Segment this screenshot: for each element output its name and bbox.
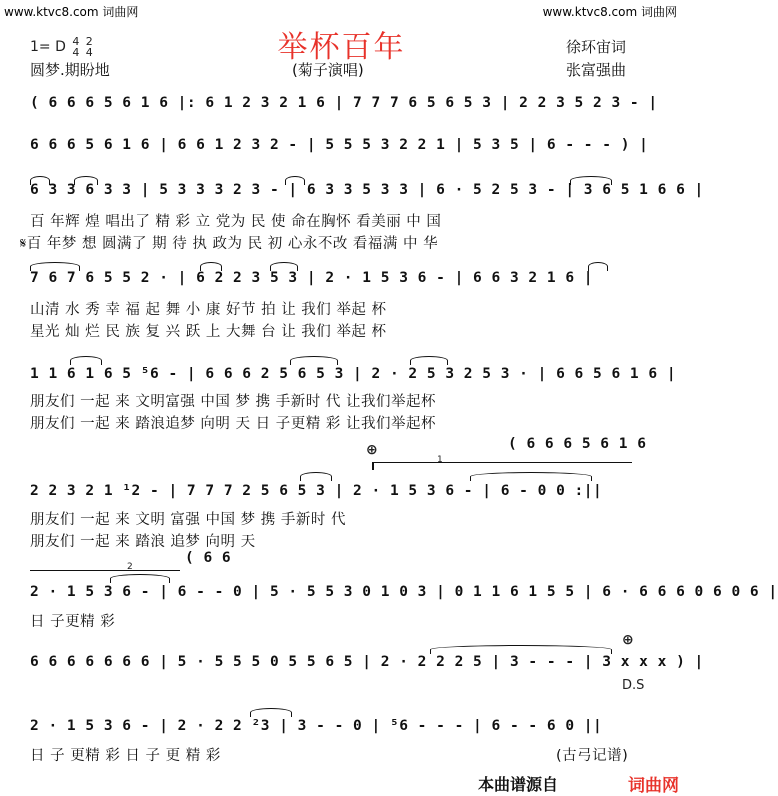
score-row-3: 6 3 3 6 3 3 | 5 3 3 3 2 3 - | 6 3 3 5 3 3 | 6 · 5 2 5 3 - | 3 6 5 1 6 6 |	[30, 182, 704, 198]
footer-logo: 词曲网	[628, 776, 679, 796]
volta-number-2: 2	[127, 562, 133, 572]
key-signature	[30, 36, 93, 58]
volta-bracket-1-end	[372, 462, 374, 470]
coda-icon-2: ⊕	[622, 632, 634, 648]
tie	[110, 574, 170, 583]
watermark-right: www.ktvc8.com 词曲网	[542, 5, 677, 19]
slur	[70, 356, 102, 365]
lyric-row-6-verse-2: 朋友们 一起 来 踏浪 追梦 向明 天	[30, 534, 256, 550]
lyricist: 徐环宙词	[566, 38, 627, 56]
pickup-row-6: ( 6 6 6 5 6 1 6	[508, 436, 647, 452]
volta-number-1: 1	[437, 455, 443, 465]
score-row-6: 2 2 3 2 1 ¹2 - | 7 7 7 2 5 6 5 3 | 2 · 1 5 3 6 - | 6 - 0 0 :||	[30, 483, 603, 499]
score-row-7: 2 · 1 5 3 6 - | 6 - - 0 | 5 · 5 5 3 0 1 0 3 | 0 1 1 6 1 5 5 | 6 · 6 6 6 0 6 0 6 |	[30, 584, 778, 600]
key-label: 1= D	[30, 39, 66, 55]
score-row-1: ( 6 6 6 5 6 1 6 |: 6 1 2 3 2 1 6 | 7 7 7 6 5 6 5 3 | 2 2 3 5 2 3 - |	[30, 95, 658, 111]
score-row-8: 6 6 6 6 6 6 6 | 5 · 5 5 5 0 5 5 6 5 | 2 · 2 2 2 5 | 3 - - - | 3 x x x ) |	[30, 654, 704, 670]
performer: (菊子演唱)	[292, 61, 364, 79]
volta-bracket-1	[372, 462, 632, 463]
score-row-5: 1 1 6 1 6 5 ⁵6 - | 6 6 6 2 5 6 5 3 | 2 · 2 5 3 2 5 3 · | 6 6 5 6 1 6 |	[30, 366, 677, 382]
lyric-row-7: 日 子更精 彩	[30, 614, 116, 630]
composer: 张富强曲	[566, 61, 627, 79]
time-signature-1: 4 4	[72, 35, 80, 59]
slur	[300, 472, 332, 481]
subtitle: 圆梦.期盼地	[30, 61, 110, 79]
song-title: 举杯百年	[277, 30, 406, 65]
transcriber-credit: (古弓记谱)	[556, 748, 629, 764]
lyric-row-9: 日 子 更精 彩 日 子 更 精 彩	[30, 748, 221, 764]
slur	[290, 356, 338, 365]
coda-icon: ⊕	[366, 442, 378, 458]
slur	[410, 356, 448, 365]
score-row-2: 6 6 6 5 6 1 6 | 6 6 1 2 3 2 - | 5 5 5 3 2 2 1 | 5 3 5 | 6 - - - ) |	[30, 137, 649, 153]
lyric-row-3-verse-1: 百 年辉 煌 唱出了 精 彩 立 党为 民 使 命在胸怀 看美丽 中 国	[30, 214, 442, 230]
lyric-row-5-verse-1: 朋友们 一起 来 文明富强 中国 梦 携 手新时 代 让我们举起杯	[30, 394, 436, 410]
volta-bracket-2	[30, 570, 180, 571]
watermark-left: www.ktvc8.com 词曲网	[4, 5, 139, 19]
tie	[470, 472, 592, 481]
tie	[250, 708, 292, 717]
lyric-row-4-verse-2: 星光 灿 烂 民 族 复 兴 跃 上 大舞 台 让 我们 举起 杯	[30, 324, 387, 340]
lyric-row-5-verse-2: 朋友们 一起 来 踏浪追梦 向明 天 日 子更精 彩 让我们举起杯	[30, 416, 436, 432]
time-signature-2: 2 4	[85, 35, 93, 59]
lyric-row-4-verse-1: 山清 水 秀 幸 福 起 舞 小 康 好节 拍 让 我们 举起 杯	[30, 302, 387, 318]
footer-source: 本曲谱源自	[478, 775, 559, 794]
dal-segno-mark: D.S	[622, 678, 645, 693]
lyric-row-6-verse-1: 朋友们 一起 来 文明 富强 中国 梦 携 手新时 代	[30, 512, 346, 528]
score-row-4: 7 6 7 6 5 5 2 · | 6 2 2 3 5 3 | 2 · 1 5 3 6 - | 6 6 3 2 1 6 |	[30, 270, 594, 286]
pickup-row-7: ( 6 6	[185, 550, 232, 566]
tie	[430, 645, 612, 654]
score-row-9: 2 · 1 5 3 6 - | 2 · 2 2 ²3 | 3 - - 0 | ⁵6 - - - | 6 - - 6 0 ||	[30, 718, 603, 734]
lyric-row-3-verse-2: 𝄋百 年梦 想 圆满了 期 待 执 政为 民 初 心永不改 看福满 中 华	[20, 236, 439, 252]
